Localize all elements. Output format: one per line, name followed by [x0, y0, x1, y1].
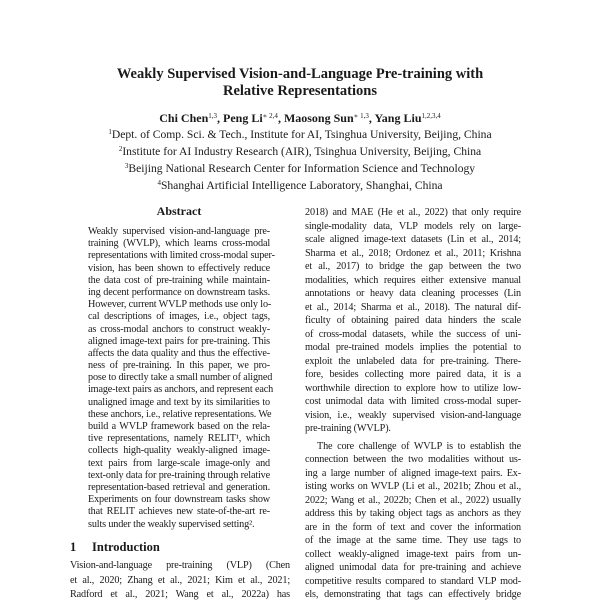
text-line: cost unimodal data with limited cross-modal super- [305, 396, 521, 407]
text-line: modal pre-trained models implies the potential to [305, 342, 521, 353]
section-title: Introduction [92, 540, 160, 554]
author-affiliation-marks: ∗ 2,4 [262, 112, 278, 120]
affiliation-number: 1 [108, 128, 112, 136]
text-line: Vision-and-language pre-training (VLP) (Chen [70, 560, 290, 571]
text-line: tive representations, namely RELIT¹, which [88, 433, 270, 445]
text-line: of the image at the same time. They use tags to [305, 535, 521, 546]
text-line: vision, i.e., weakly supervised vision-and-language [305, 409, 521, 421]
affiliation-line [0, 176, 600, 193]
affiliation-line [0, 142, 600, 159]
affiliations [0, 125, 600, 193]
text-line: annotations or heavy data cleaning processes (Lin [305, 288, 521, 299]
text-line: text-only data for pre-training through relative [88, 469, 270, 481]
author-affiliation-marks: 1,2,3,4 [421, 112, 441, 120]
author-name: Yang Liu [374, 111, 422, 125]
text-line: However, current WVLP methods use only lo- [88, 299, 272, 311]
text-line: representation-based retrieval and generation. [88, 481, 270, 493]
affiliation-number: 3 [124, 162, 129, 170]
text-line: pre-training (WVLP). [305, 423, 391, 434]
text-line: et al., 2017) to bridge the gap between the two [305, 261, 521, 272]
title-line: Weakly Supervised Vision-and-Language Pre-training with [116, 66, 484, 82]
section-number: 1 [70, 540, 77, 554]
affiliation-number: 4 [157, 179, 161, 187]
text-line: connection between the two modalities without us- [305, 454, 521, 465]
text-line: Sharma et al., 2018; Ordonez et al., 2011; Krishna [305, 247, 521, 259]
text-line: collects high-quality weakly-aligned image- [88, 445, 270, 457]
text-line: et al., 2014; Sharma et al., 2018). The natural dif- [305, 301, 521, 313]
text-line: Weakly supervised vision-and-language pre- [88, 226, 270, 237]
author-affiliation-marks: ∗ 1,3 [353, 112, 369, 120]
text-line: competitive results compared to standard VLP mod- [305, 575, 521, 587]
text-line: single-modality data, VLP models rely on large- [305, 220, 521, 232]
text-line: of cross-modal datasets, while the success of uni- [305, 328, 521, 340]
author-name: Maosong Sun [283, 111, 354, 125]
text-line: 2022; Wang et al., 2022b; Chen et al., 2022) usually [305, 494, 521, 506]
text-line: image-text pairs as anchors, and represent each [88, 384, 274, 396]
text-line: fore, besides collecting more paired data, it is a [305, 369, 521, 380]
section-heading-introduction [70, 540, 160, 555]
text-line: exploit the unlabeled data for pre-training. There- [305, 355, 521, 367]
text-line: the data cost of pre-training while maintain- [88, 274, 270, 286]
text-line: aligned image-text pairs for pre-training. This [88, 335, 270, 347]
text-line: cal descriptions of images, i.e., object tags, [88, 311, 270, 323]
text-line: ficulty of obtaining paired data hinders the scale [305, 315, 521, 326]
text-line: ing a large number of aligned image-text pairs. Ex- [305, 467, 521, 479]
text-line: affects the data quality and thus the effective- [88, 347, 270, 359]
text-line: that RELIT achieves new state-of-the-art re- [88, 506, 270, 518]
text-line: aligned unimodal data for pre-training and achieve [305, 562, 521, 573]
text-line: these anchors, i.e., relative representations. We [88, 408, 272, 420]
text-line: pose to directly take a small number of aligned [88, 372, 273, 384]
paper-title [0, 66, 600, 100]
introduction-left-column [70, 559, 290, 603]
affiliation-line [0, 125, 600, 142]
text-line: et al., 2020; Zhang et al., 2021; Kim et al., 2021; [70, 574, 290, 586]
text-line: isting works on WVLP (Li et al., 2021b; Zhou et al., [305, 481, 521, 492]
text-line: training (WVLP), which learns cross-modal [88, 238, 270, 250]
text-line: ness of pre-training. In this paper, we pro- [88, 360, 270, 372]
text-line: build a WVLP framework based on the rela- [88, 421, 270, 432]
text-line: The core challenge of WVLP is to establish the [317, 440, 521, 452]
affiliation-text: Institute for AI Industry Research (AIR), Tsinghua University, Beijing, China [122, 145, 482, 158]
text-line: Radford et al., 2021; Wang et al., 2022a) has [70, 589, 290, 600]
author-name: Peng Li [223, 111, 263, 125]
text-line: worthwhile direction to explore how to utilize low- [305, 382, 521, 394]
affiliation-text: Dept. of Comp. Sci. & Tech., Institute for AI, Tsinghua University, Beijing, China [111, 128, 492, 141]
text-line: collect weakly-aligned image-text pairs from un- [305, 548, 521, 560]
affiliation-number: 2 [118, 145, 123, 153]
text-line: els, demonstrating that tags can effectively bridge [305, 589, 521, 600]
abstract-heading: Abstract [156, 204, 202, 218]
text-line: are in the form of text and cover the information [305, 521, 521, 533]
author-affiliation-marks: 1,3 [208, 112, 217, 120]
text-line: as cross-modal anchors to construct weakly- [88, 323, 270, 335]
author-name: Chi Chen [159, 111, 209, 125]
text-line: ing decent performance on downstream tasks. [88, 286, 270, 298]
text-line: modalities, which requires either extensive manual [305, 274, 521, 286]
text-line: sults under the weakly supervised setting². [88, 518, 255, 530]
affiliation-line [0, 159, 600, 176]
author-list: Chi Chen$^{1,3}$, Peng $Li^{∗ 2,4}$, Maosong Sun$^{∗ 1,3}$, Yang Liu$^{1,2,3,4}$ [159, 111, 441, 125]
text-line: 2018) and MAE (He et al., 2022) that only require [305, 207, 521, 218]
text-line: vision, has been shown to effectively reduce [88, 262, 270, 274]
text-line: representations with limited cross-modal super- [88, 250, 275, 262]
text-line: text pairs from large-scale image-only and [88, 457, 270, 469]
affiliation-text: Shanghai Artificial Intelligence Laboratory, Shanghai, China [160, 179, 443, 192]
right-column-text [305, 206, 521, 602]
text-line: address this by taking object tags as anchors as they [305, 508, 521, 519]
title-line: Relative Representations [223, 83, 377, 99]
abstract-body [88, 226, 275, 531]
affiliation-text: Beijing National Research Center for Information Science and Technology [128, 162, 476, 175]
text-line: unaligned image and text by its similarities to [88, 396, 270, 408]
text-line: scale aligned image-text datasets (Lin et al., 2014; [305, 234, 521, 245]
text-line: Experiments on four downstream tasks show [88, 494, 270, 506]
